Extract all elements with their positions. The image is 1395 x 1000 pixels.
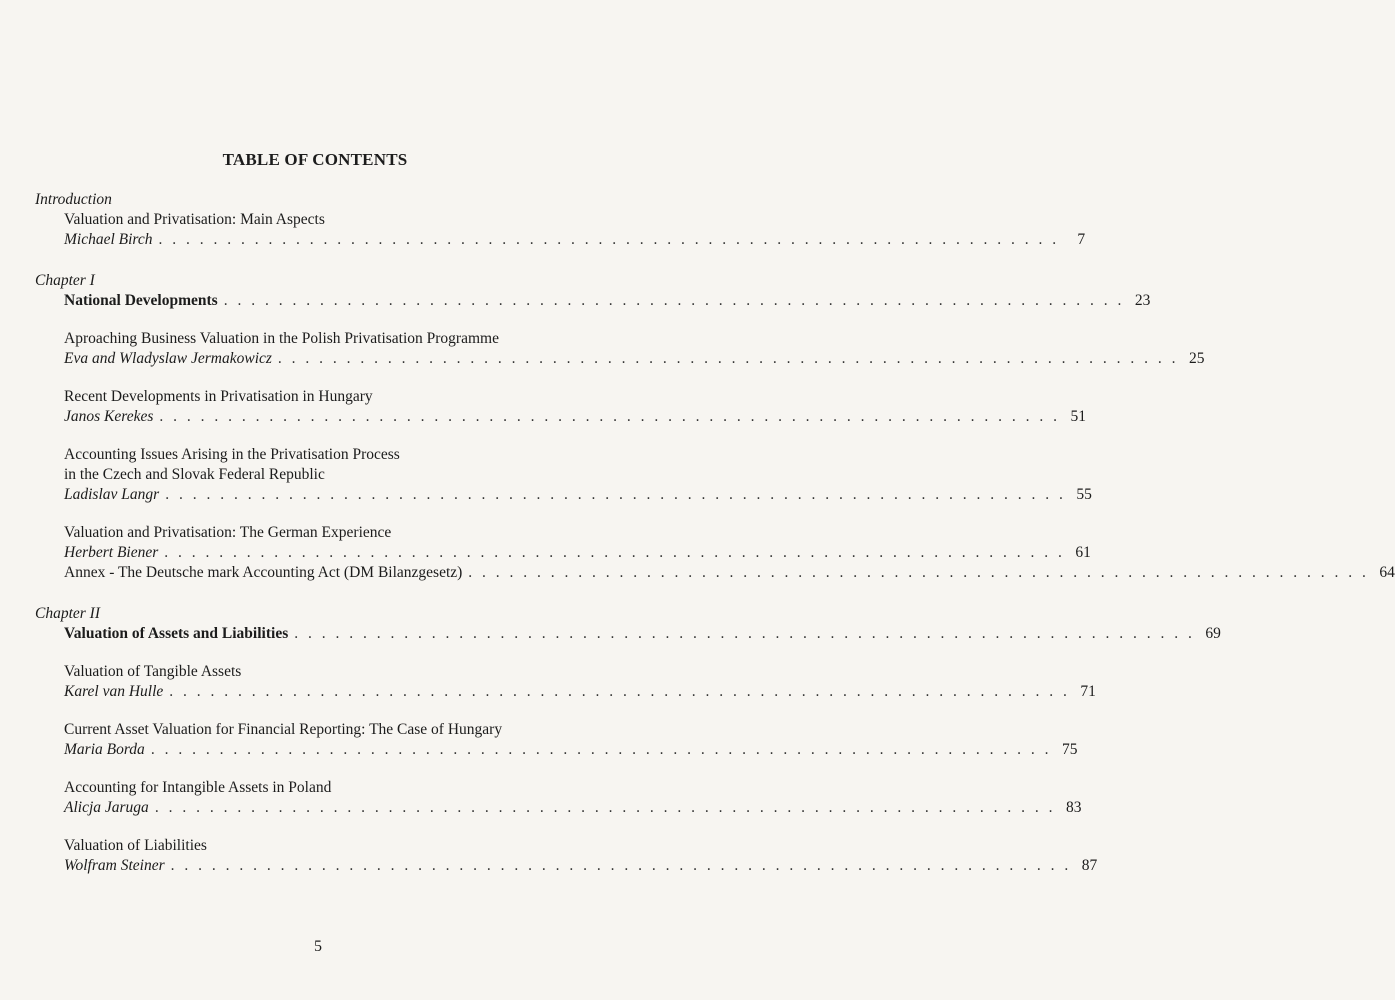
annex-title: Annex - The Deutsche mark Accounting Act (DM Bilanzgesetz) [64,564,463,581]
section-label-chapter-1: Chapter I [35,272,95,289]
toc-entry [35,778,1082,818]
entry-author: Ladislav Langr [64,486,160,503]
entry-author: Herbert Biener [64,544,159,561]
page-number: 5 [314,938,322,955]
entry-author: Maria Borda [64,741,145,758]
toc-entry [35,210,1086,250]
entry-title-line: Accounting Issues Arising in the Privatisation Process [64,446,400,463]
toc-entry [35,720,1078,760]
chapter-heading [35,624,1221,644]
chapter-heading [35,291,1151,311]
dot-leader: . . . . . . . . . . . . . . . . . . . . . . . . . . . . . . . . . . . . . . . . . . . . . . . . . . . . . . . . . . . . . . . . . . [170,857,1072,874]
entry-author: Eva and Wladyslaw Jermakowicz [64,350,272,367]
toc-entry [35,523,1395,583]
page-title: TABLE OF CONTENTS [222,150,408,169]
entry-title: Valuation of Liabilities [64,837,207,854]
entry-author: Karel van Hulle [64,683,164,700]
toc-entry [35,662,1096,702]
entry-page: 25 [1189,350,1205,367]
dot-leader: . . . . . . . . . . . . . . . . . . . . . . . . . . . . . . . . . . . . . . . . . . . . . . . . . . . . . . . . . . . . . . . . . . [165,486,1066,503]
section-label-introduction: Introduction [35,191,112,208]
entry-page: 71 [1080,683,1096,700]
toc-entry [35,387,1087,427]
entry-page: 61 [1075,544,1091,561]
entry-page: 55 [1076,486,1092,503]
dot-leader: . . . . . . . . . . . . . . . . . . . . . . . . . . . . . . . . . . . . . . . . . . . . . . . . . . . . . . . . . . . . . . . . . . [158,231,1060,248]
dot-leader: . . . . . . . . . . . . . . . . . . . . . . . . . . . . . . . . . . . . . . . . . . . . . . . . . . . . . . . . . . . . . . . . . . [154,799,1056,816]
toc-entry [35,329,1205,369]
entry-title: Current Asset Valuation for Financial Reporting: The Case of Hungary [64,721,503,738]
entry-title: Valuation of Tangible Assets [64,663,242,680]
chapter-heading-title: Valuation of Assets and Liabilities [64,625,289,642]
dot-leader: . . . . . . . . . . . . . . . . . . . . . . . . . . . . . . . . . . . . . . . . . . . . . . . . . . . . . . . . . . . . . . . . . . [277,350,1179,367]
annex-entry [64,563,1395,583]
chapter-heading-page: 69 [1205,625,1221,642]
entry-author: Janos Kerekes [64,408,154,425]
dot-leader: . . . . . . . . . . . . . . . . . . . . . . . . . . . . . . . . . . . . . . . . . . . . . . . . . . . . . . . . . . . . . . . . . . [169,683,1070,700]
entry-title: Recent Developments in Privatisation in Hungary [64,388,373,405]
toc-entry [35,445,1092,505]
dot-leader: . . . . . . . . . . . . . . . . . . . . . . . . . . . . . . . . . . . . . . . . . . . . . . . . . . . . . . . . . . . . . . . . . . [468,564,1369,581]
dot-leader: . . . . . . . . . . . . . . . . . . . . . . . . . . . . . . . . . . . . . . . . . . . . . . . . . . . . . . . . . . . . . . . . . . [150,741,1052,758]
entry-page: 51 [1070,408,1087,425]
entry-title-line: in the Czech and Slovak Federal Republic [64,466,325,483]
entry-title: Valuation and Privatisation: Main Aspects [64,211,325,228]
dot-leader: . . . . . . . . . . . . . . . . . . . . . . . . . . . . . . . . . . . . . . . . . . . . . . . . . . . . . . . . . . . . . . . . . . [164,544,1065,561]
entry-title: Accounting for Intangible Assets in Poland [64,779,332,796]
entry-author: Wolfram Steiner [64,857,165,874]
entry-page: 75 [1061,741,1078,758]
entry-author: Michael Birch [64,231,153,248]
entry-page: 83 [1065,799,1082,816]
entry-page: 7 [1077,231,1086,248]
chapter-heading-page: 23 [1134,292,1151,309]
annex-page: 64 [1379,564,1395,581]
section-label-chapter-2: Chapter II [35,605,101,622]
table-of-contents [35,190,1395,876]
entry-title: Aproaching Business Valuation in the Polish Privatisation Programme [64,330,499,347]
chapter-heading-title: National Developments [64,292,218,309]
entry-page: 87 [1081,857,1098,874]
dot-leader: . . . . . . . . . . . . . . . . . . . . . . . . . . . . . . . . . . . . . . . . . . . . . . . . . . . . . . . . . . . . . . . . . . [294,625,1195,642]
entry-title: Valuation and Privatisation: The German Experience [64,524,392,541]
dot-leader: . . . . . . . . . . . . . . . . . . . . . . . . . . . . . . . . . . . . . . . . . . . . . . . . . . . . . . . . . . . . . . . . . . [223,292,1125,309]
entry-author: Alicja Jaruga [64,799,149,816]
toc-entry [35,836,1098,876]
dot-leader: . . . . . . . . . . . . . . . . . . . . . . . . . . . . . . . . . . . . . . . . . . . . . . . . . . . . . . . . . . . . . . . . . . [159,408,1061,425]
